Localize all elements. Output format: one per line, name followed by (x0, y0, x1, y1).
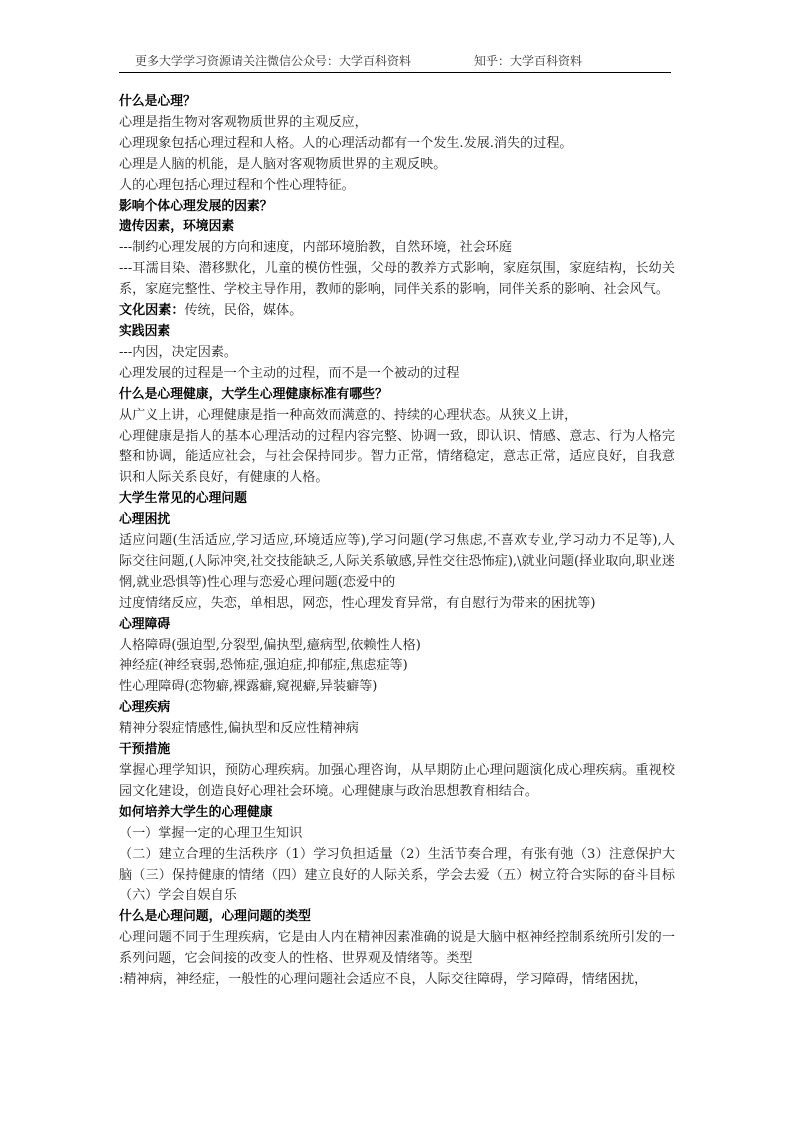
heading-psych-problem-types: 什么是心理问题，心理问题的类型 (119, 909, 311, 925)
paragraph: 性心理障碍(恋物癖,裸露癖,窥视癖,异装癖等) (119, 679, 378, 695)
heading-what-is-psychology: 什么是心理？ (119, 94, 196, 109)
document-body (119, 92, 675, 991)
paragraph: 人格障碍(强迫型,分裂型,偏执型,癔病型,依赖性人格) (119, 637, 421, 653)
paragraph: 精神分裂症情感性,偏执型和反应性精神病 (119, 721, 359, 737)
heading-mental-health: 什么是心理健康，大学生心理健康标准有哪些？ (119, 386, 388, 402)
paragraph: :精神病，神经症，一般性的心理问题社会适应不良，人际交往障碍，学习障碍，情绪困扰， (119, 972, 648, 988)
paragraph: 神经症(神经衰弱,恐怖症,强迫症,抑郁症,焦虑症等) (119, 658, 408, 674)
subheading-disorders: 心理障碍 (119, 616, 171, 632)
header-zhihu-notice: 知乎：大学百科资料 (474, 54, 583, 68)
paragraph: ---内因，决定因素。 (119, 344, 238, 360)
paragraph: 过度情绪反应，失恋，单相思，网恋，性心理发育异常，有自慰行为带来的困扰等) (119, 595, 596, 611)
paragraph: 心理问题不同于生理疾病，它是由人内在精神因素准确的说是大脑中枢神经控制系统所引发的一系列问题，它会间接的改变人的性格、世界观及情绪等。类型 (119, 930, 675, 967)
paragraph: ---耳濡目染、潜移默化，儿童的模仿性强，父母的教养方式影响，家庭氛围，家庭结构，长幼关系，家庭完整性、学校主导作用，教师的影响，同伴关系的影响，同伴关系的影响、社会风气。 (119, 261, 675, 298)
subheading-heredity-environment: 遗传因素，环境因素 (119, 219, 235, 235)
culture-factor-text: 传统，民俗，媒体。 (184, 303, 303, 319)
paragraph: （一）掌握一定的心理卫生知识 (119, 825, 303, 841)
paragraph: 心理发展的过程是一个主动的过程，而不是一个被动的过程 (119, 365, 460, 381)
subheading-practice-factor: 实践因素 (119, 323, 171, 339)
page-header (119, 48, 671, 73)
paragraph: ---制约心理发展的方向和速度，内部环境胎教，自然环境，社会环庭 (119, 240, 512, 256)
paragraph: 适应问题(生活适应,学习适应,环境适应等),学习问题(学习焦虑,不喜欢专业,学习动力不足等),人际交往问题,(人际冲突,社交技能缺乏,人际关系敏感,异性交往恐怖症),\就业问题(择业取向,职业迷惘,就业恐惧等)性心理与恋爱心理问题(恋爱中的 (119, 533, 675, 590)
paragraph: 心理健康是指人的基本心理活动的过程内容完整、协调一致，即认识、情感、意志、行为人格完整和协调，能适应社会，与社会保持同步。智力正常，情绪稳定，意志正常，适应良好，自我意识和人际关系良好，有健康的人格。 (119, 428, 675, 486)
heading-cultivate-health: 如何培养大学生的心理健康 (119, 804, 273, 820)
paragraph: （二）建立合理的生活秩序（1）学习负担适量（2）生活节奏合理，有张有弛（3）注意保护大脑（三）保持健康的情绪（四）建立良好的人际关系，学会去爱（五）树立符合实际的奋斗目标（六）学会自娱自乐 (119, 846, 675, 904)
paragraph: 心理现象包括心理过程和人格。人的心理活动都有一个发生.发展.消失的过程。 (119, 135, 573, 151)
paragraph: 掌握心理学知识，预防心理疾病。加强心理咨询，从早期防止心理问题演化成心理疾病。重视校园文化建设，创造良好心理社会环境。心理健康与政治思想教育相结合。 (119, 763, 675, 799)
heading-common-problems: 大学生常见的心理问题 (119, 491, 247, 507)
subheading-diseases: 心理疾病 (119, 700, 171, 716)
paragraph: 从广义上讲，心理健康是指一种高效而满意的、持续的心理状态。从狭义上讲， (119, 407, 578, 423)
paragraph: 心理是人脑的机能，是人脑对客观物质世界的主观反映。 (119, 156, 447, 172)
heading-development-factors: 影响个体心理发展的因素？ (119, 198, 273, 214)
paragraph: 心理是指生物对客观物质世界的主观反应， (119, 114, 368, 130)
header-wechat-notice: 更多大学学习资源请关注微信公众号：大学百科资料 (135, 54, 412, 68)
culture-factor-label: 文化因素： (119, 303, 185, 319)
subheading-troubles: 心理困扰 (119, 512, 171, 528)
culture-factor-line (119, 301, 675, 322)
paragraph: 人的心理包括心理过程和个性心理特征。 (119, 177, 355, 193)
subheading-interventions: 干预措施 (119, 742, 171, 758)
